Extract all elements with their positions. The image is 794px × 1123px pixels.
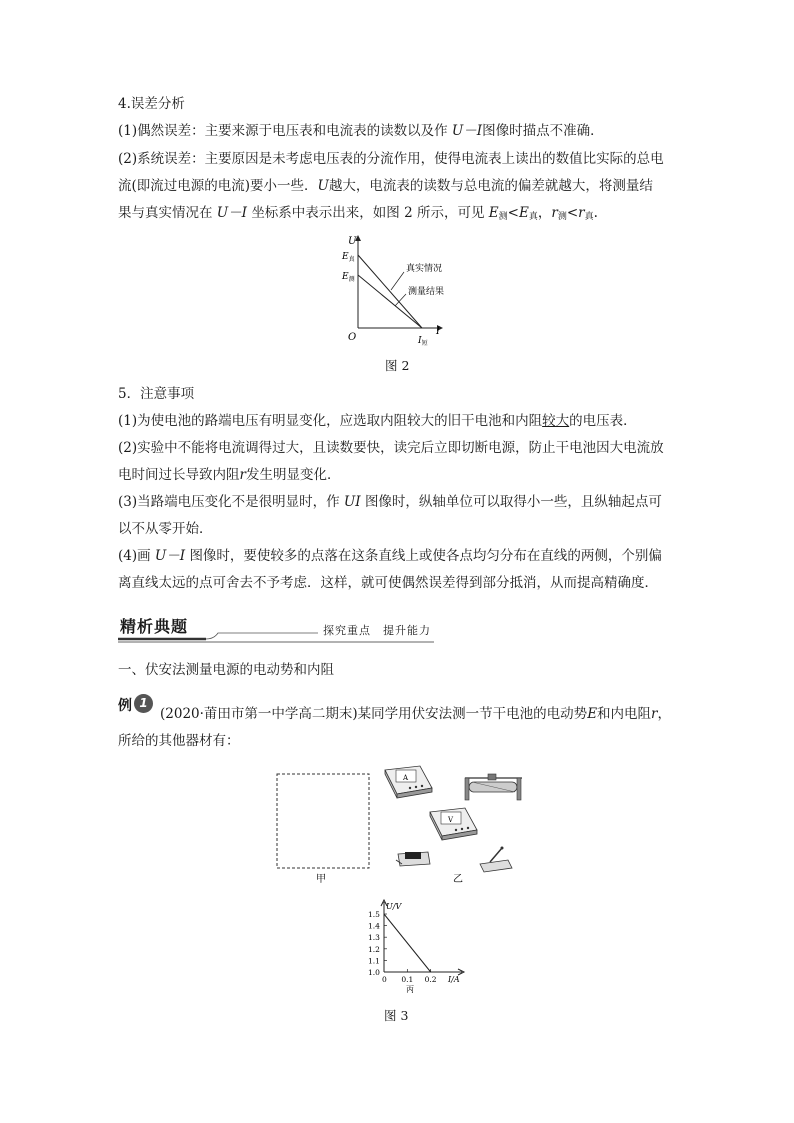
figure-2-ui-graph (330, 228, 460, 348)
figure-3-equipment (270, 760, 530, 885)
note-4-line-1: (4)画 U－I 图像时，要使较多的点落在这条直线上或使各点均匀分布在直线的两侧，个别偏 (118, 548, 662, 564)
ammeter-icon (385, 766, 432, 798)
note-4-line-2: 离直线太远的点可舍去不予考虑．这样，就可使偶然误差得到部分抵消，从而提高精确度． (118, 575, 658, 591)
section-4-heading: 4.误差分析 (118, 96, 185, 112)
chart-y-tick-label: 1.5 (368, 910, 380, 919)
chart-x-tick-label: 0.1 (401, 975, 414, 984)
chart-series-line (384, 914, 431, 972)
label-yi: 乙 (453, 874, 463, 885)
circuit-diagram-box (277, 774, 369, 868)
example-number-badge: 1 (134, 694, 153, 713)
figure-2-caption: 图 2 (385, 358, 410, 373)
svg-text:A: A (403, 774, 409, 782)
switch-icon (480, 847, 512, 873)
para-systematic-error-2: 流(即流过电源的电流)要小一些．U越大，电流表的读数与总电流的偏差就越大，将测量结 (118, 178, 653, 194)
origin-label: O (348, 332, 357, 343)
section-subtitle: 探究重点 提升能力 (323, 624, 431, 637)
x-axis-label: I (436, 326, 440, 337)
note-1: (1)为使电池的路端电压有明显变化，应选取内阻较大的旧干电池和内阻较大的电压表． (118, 413, 637, 429)
chart-y-tick-label: 1.3 (368, 933, 380, 943)
example-line-2: 所给的其他器材有： (118, 733, 240, 749)
chart-bing-label: 丙 (406, 985, 414, 994)
e-meas-label: $E_测$ (342, 272, 355, 283)
topic-heading: 一、伏安法测量电源的电动势和内阻 (118, 662, 334, 678)
chart-y-tick-label: 1.4 (368, 921, 380, 931)
chart-y-label: U/V (386, 902, 402, 911)
para-accidental-error: (1)偶然误差：主要来源于电压表和电流表的读数以及作 U－I图像时描点不准确． (118, 123, 604, 139)
section-5-heading: 5．注意事项 (118, 386, 195, 402)
voltmeter-icon (430, 808, 477, 840)
e-true-label: $E_真$ (342, 252, 355, 263)
chart-x-tick-label: 0.2 (424, 975, 437, 984)
chart-x-tick-label: 0 (382, 975, 387, 984)
example-label: 例 (118, 698, 132, 714)
chart-y-tick-label: 1.1 (368, 956, 380, 966)
chart-x-label: I/A (448, 975, 460, 984)
note-2-line-2: 电时间过长导致内阻r发生明显变化． (118, 467, 341, 483)
battery-icon (396, 852, 430, 866)
figure-3-caption: 图 3 (384, 1008, 409, 1023)
i-short-label: $I_短$ (418, 336, 428, 347)
section-title: 精析典题 (120, 617, 189, 636)
para-systematic-error-3: 果与真实情况在 U－I 坐标系中表示出来，如图 2 所示，可见 $E_测<E_真$，$r_测<r_真$. (118, 205, 598, 222)
svg-text:V: V (448, 816, 454, 824)
note-3-line-2: 以不从零开始． (118, 521, 213, 537)
measured-line-label: 测量结果 (408, 287, 445, 297)
note-2-line-1: (2)实验中不能将电流调得过大，且读数要快，读完后立即切断电源，防止干电池因大电流放 (118, 440, 664, 456)
para-systematic-error-1: (2)系统误差：主要原因是未考虑电压表的分流作用，使得电流表上读出的数值比实际的总电 (118, 151, 664, 167)
label-jia: 甲 (316, 874, 326, 885)
chart-y-tick-label: 1.2 (368, 944, 380, 954)
figure-3-ui-chart (352, 896, 472, 996)
chart-y-tick-label: 1.0 (368, 968, 380, 977)
measured-line (358, 275, 422, 328)
example-line-1: (2020·莆田市第一中学高二期末)某同学用伏安法测一节干电池的电动势E和内电阻r， (160, 706, 672, 722)
rheostat-icon (465, 774, 522, 800)
note-3-line-1: (3)当路端电压变化不是很明显时，作 UI 图像时，纵轴单位可以取得小一些，且纵轴起点可 (118, 494, 662, 510)
y-axis-label: U (348, 236, 357, 247)
true-pointer (391, 272, 404, 290)
true-line-label: 真实情况 (406, 264, 443, 274)
